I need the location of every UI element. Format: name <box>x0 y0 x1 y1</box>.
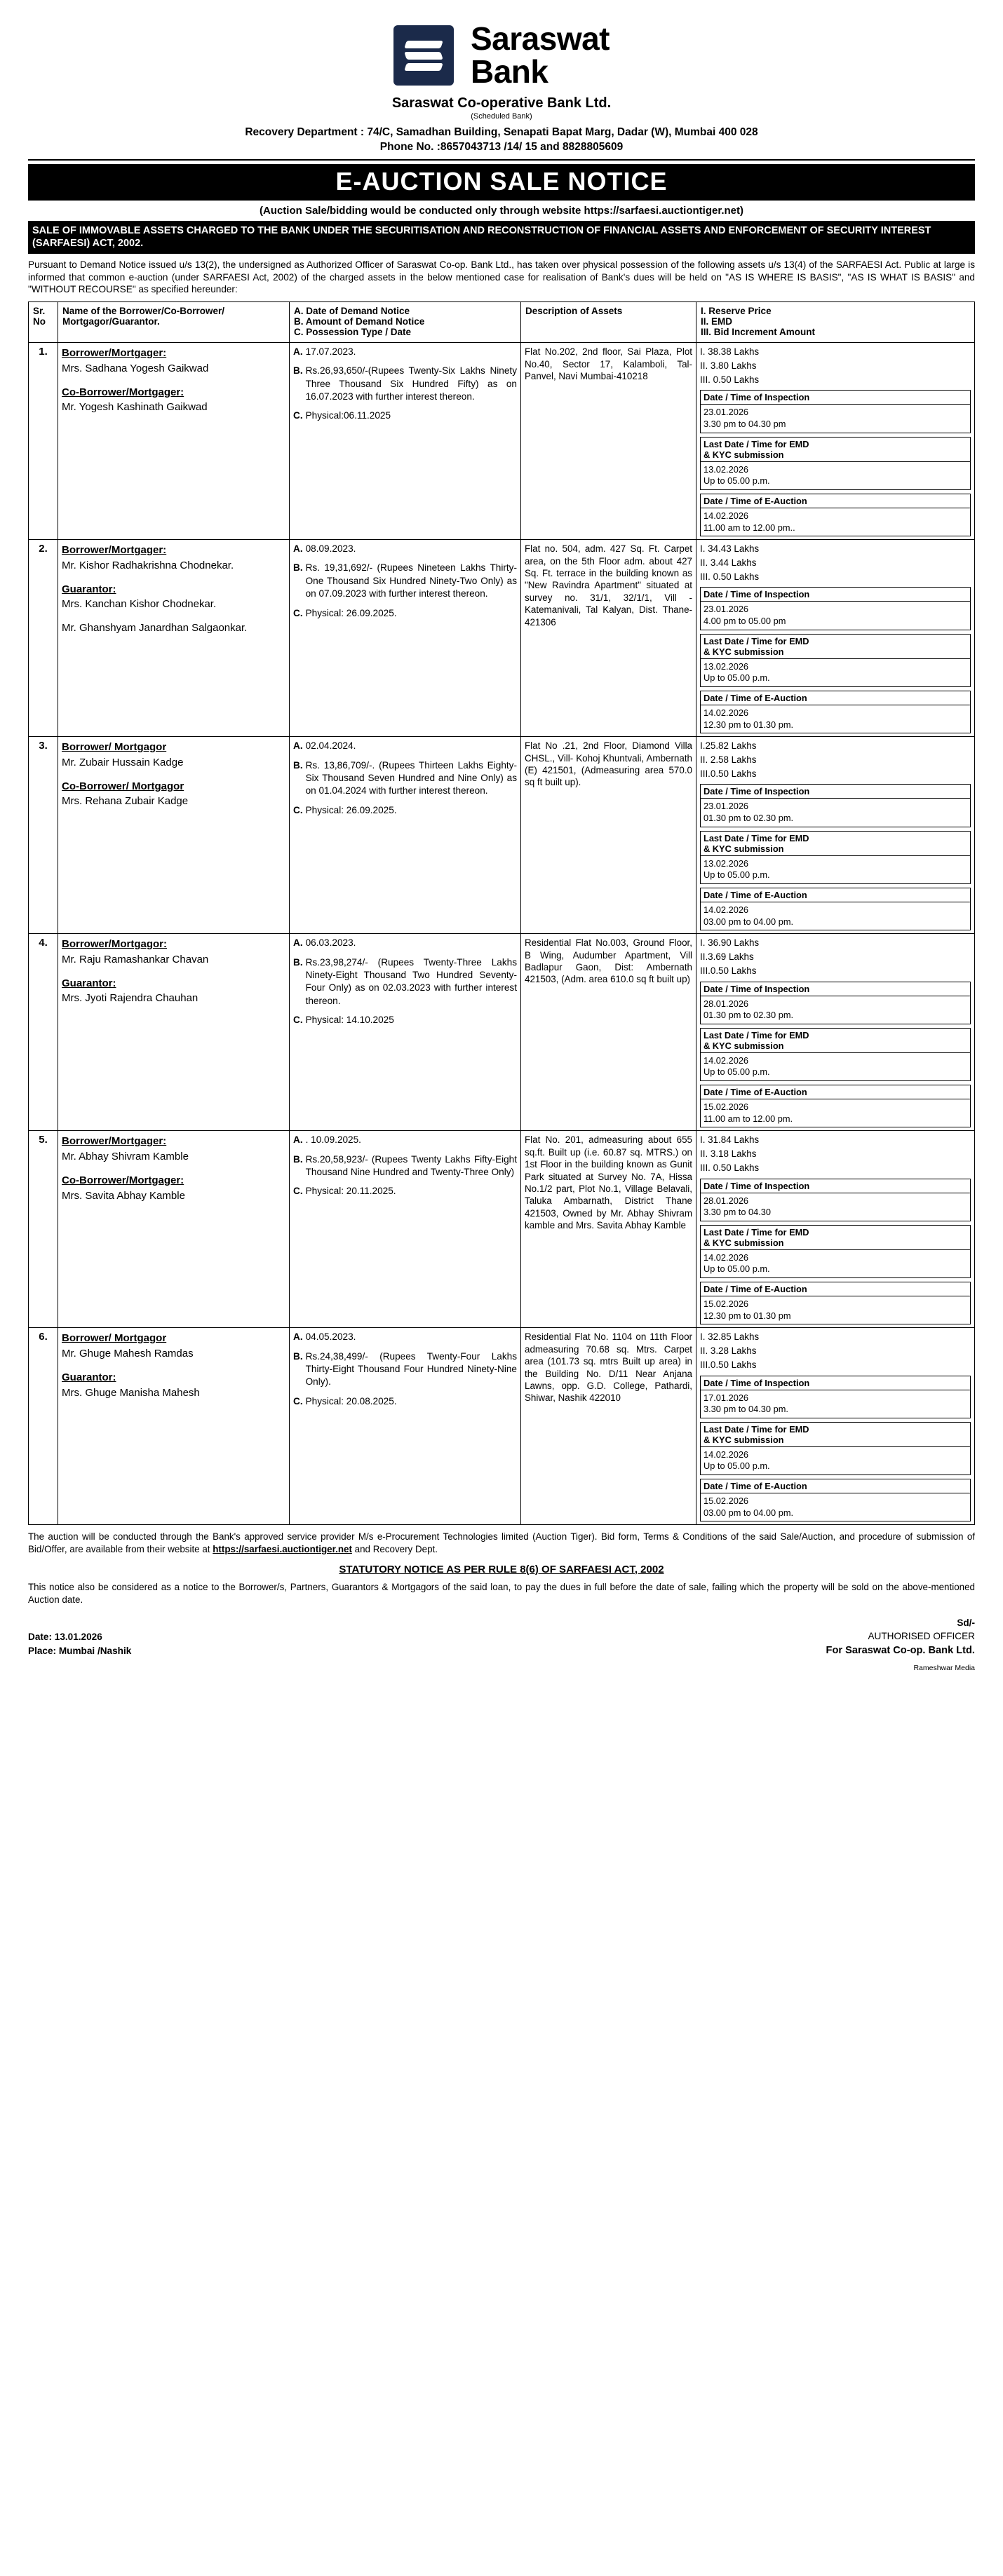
eauction-title: Date / Time of E-Auction <box>701 1479 970 1493</box>
emd-kyc-box <box>700 1225 971 1278</box>
auction-tiger-link[interactable]: https://sarfaesi.auctiontiger.net <box>213 1544 352 1555</box>
inspection-title: Date / Time of Inspection <box>701 588 970 602</box>
eauction-box <box>700 494 971 536</box>
possession-type-date: Physical: 20.08.2025. <box>305 1395 397 1406</box>
row-serial: 2. <box>29 540 58 737</box>
table-row <box>29 1131 975 1328</box>
demand-notice-date: . 10.09.2025. <box>305 1134 361 1146</box>
borrower-label: Borrower/Mortgager: <box>62 347 167 360</box>
emd-kyc-body: 13.02.2026 Up to 05.00 p.m. <box>704 857 770 881</box>
emd-kyc-box <box>700 831 971 884</box>
bank-name-line1: Saraswat <box>470 20 610 57</box>
row-price-cell <box>696 540 975 737</box>
phone-number: Phone No. :8657043713 /14/ 15 and 8828805609 <box>379 140 624 153</box>
emd-kyc-body: 13.02.2026 Up to 05.00 p.m. <box>704 463 770 487</box>
secondary-party-name: Mrs. Jyoti Rajendra Chauhan <box>62 992 198 1005</box>
emd-kyc-body: 14.02.2026 Up to 05.00 p.m. <box>704 1252 770 1275</box>
row-price-cell <box>696 1131 975 1328</box>
row-serial: 5. <box>29 1131 58 1328</box>
row-serial: 6. <box>29 1328 58 1525</box>
possession-type-date: Physical: 14.10.2025 <box>305 1014 394 1025</box>
inspection-body: 23.01.2026 01.30 pm to 02.30 pm. <box>704 801 794 824</box>
inspection-body: 23.01.2026 4.00 pm to 05.00 pm <box>704 604 786 627</box>
borrower-label: Borrower/Mortgager: <box>62 1135 167 1148</box>
inspection-box <box>700 784 971 827</box>
authorised-officer-block <box>826 1616 975 1659</box>
col-header-price: I. Reserve Price II. EMD III. Bid Increment Amount <box>696 302 975 343</box>
bank-name-block <box>471 22 610 88</box>
inspection-title: Date / Time of Inspection <box>701 391 970 405</box>
table-row <box>29 540 975 737</box>
row-price-cell <box>696 934 975 1131</box>
secondary-party-name: Mr. Yogesh Kashinath Gaikwad <box>62 401 208 414</box>
media-credit: Rameshwar Media <box>913 1664 975 1673</box>
emd-amount: II. 3.18 Lakhs <box>700 1148 757 1160</box>
eauction-box <box>700 1479 971 1521</box>
date-place-block <box>28 1630 131 1659</box>
notice-b-tag: B. <box>293 759 303 771</box>
bank-full-name: Saraswat Co-operative Bank Ltd. <box>391 95 612 111</box>
emd-amount: II. 3.28 Lakhs <box>700 1345 757 1357</box>
notice-b-tag: B. <box>293 365 303 377</box>
table-row <box>29 737 975 934</box>
emd-kyc-title: Last Date / Time for EMD & KYC submission <box>701 438 970 462</box>
inspection-box <box>700 1376 971 1418</box>
emd-kyc-body: 13.02.2026 Up to 05.00 p.m. <box>704 660 770 684</box>
emd-kyc-box <box>700 634 971 687</box>
emd-kyc-body: 14.02.2026 Up to 05.00 p.m. <box>704 1055 770 1078</box>
inspection-title: Date / Time of Inspection <box>701 785 970 799</box>
inspection-title: Date / Time of Inspection <box>701 1376 970 1390</box>
eauction-title: Date / Time of E-Auction <box>701 691 970 705</box>
reserve-price: I. 34.43 Lakhs <box>700 543 760 555</box>
inspection-body: 17.01.2026 3.30 pm to 04.30 pm. <box>704 1392 788 1415</box>
possession-type-date: Physical:06.11.2025 <box>305 410 391 421</box>
borrower-label: Borrower/Mortgager: <box>62 544 167 557</box>
demand-notice-date: 08.09.2023. <box>305 543 356 555</box>
row-notice-cell <box>290 343 521 540</box>
emd-kyc-box <box>700 437 971 490</box>
notice-c-tag: C. <box>293 804 303 815</box>
eauction-box <box>700 1282 971 1324</box>
possession-type-date: Physical: 26.09.2025. <box>305 607 397 618</box>
row-serial: 1. <box>29 343 58 540</box>
saraswat-bank-logo-icon <box>393 25 454 86</box>
col-header-notice: A. Date of Demand Notice B. Amount of Demand Notice C. Possession Type / Date <box>290 302 521 343</box>
inspection-body: 28.01.2026 01.30 pm to 02.30 pm. <box>704 998 794 1021</box>
notice-c-tag: C. <box>293 1014 303 1025</box>
eauction-body: 14.02.2026 03.00 pm to 04.00 pm. <box>704 904 794 927</box>
signature-block <box>28 1616 975 1659</box>
reserve-price: I. 38.38 Lakhs <box>700 346 760 358</box>
reserve-price: I. 36.90 Lakhs <box>700 937 760 949</box>
secondary-party-name: Mrs. Savita Abhay Kamble <box>62 1189 185 1202</box>
secondary-party-name: Mrs. Kanchan Kishor Chodnekar. <box>62 598 217 611</box>
row-borrower-cell <box>58 1328 290 1525</box>
notice-a-tag: A. <box>293 1134 303 1146</box>
eauction-box <box>700 691 971 733</box>
recovery-department-address: Recovery Department : 74/C, Samadhan Building, Senapati Bapat Marg, Dadar (W), Mumbai 400 028 <box>245 126 758 138</box>
emd-amount: II.3.69 Lakhs <box>700 951 754 962</box>
notice-b-tag: B. <box>293 1350 303 1362</box>
page-title: E-AUCTION SALE NOTICE <box>28 164 975 201</box>
eauction-box <box>700 1085 971 1127</box>
notice-b-tag: B. <box>293 562 303 574</box>
demand-notice-amount: Rs. 19,31,692/- (Rupees Nineteen Lakhs Thirty-One Thousand Six Hundred Ninety-Two Only) as on 07.09.2023 with further interest thereon. <box>305 562 517 599</box>
notice-a-tag: A. <box>293 1331 303 1343</box>
emd-amount: II. 2.58 Lakhs <box>700 754 757 765</box>
notice-a-tag: A. <box>293 346 303 358</box>
secondary-party-label: Guarantor: <box>62 1371 116 1383</box>
scheduled-bank-label: (Scheduled Bank) <box>471 111 532 121</box>
bid-increment: III.0.50 Lakhs <box>700 768 757 779</box>
statutory-notice-heading: STATUTORY NOTICE AS PER RULE 8(6) OF SARFAESI ACT, 2002 <box>339 1563 664 1575</box>
table-body <box>29 343 975 1525</box>
secondary-party-label: Co-Borrower/ Mortgagor <box>62 780 184 792</box>
row-asset-description: Residential Flat No.003, Ground Floor, B Wing, Audumber Apartment, Vill Badlapur Gaon, Dist: Ambernath 421503, (Adm. area 610.0 sq ft built up) <box>521 934 696 1131</box>
header-divider <box>28 159 975 161</box>
demand-notice-amount: Rs.23,98,274/- (Rupees Twenty-Three Lakhs Ninety-Eight Thousand Two Hundred Seventy-Four Only) as on 02.03.2023 with further interest thereon. <box>305 956 517 1006</box>
eauction-box <box>700 888 971 930</box>
possession-type-date: Physical: 26.09.2025. <box>305 804 397 815</box>
eauction-body: 14.02.2026 12.30 pm to 01.30 pm. <box>704 707 794 730</box>
bid-increment: III.0.50 Lakhs <box>700 1359 757 1370</box>
row-asset-description: Flat No .21, 2nd Floor, Diamond Villa CHSL., Vill- Kohoj Khuntvali, Ambernath (E) 421501, (Admeasuring area 570.0 sq ft built up). <box>521 737 696 934</box>
reserve-price: I. 31.84 Lakhs <box>700 1134 760 1146</box>
table-row <box>29 1328 975 1525</box>
secondary-party-label: Co-Borrower/Mortgager: <box>62 386 184 398</box>
borrower-name: Mrs. Sadhana Yogesh Gaikwad <box>62 362 209 374</box>
auction-subtitle: (Auction Sale/bidding would be conducted only through website https://sarfaesi.auctiontiger.net) <box>259 204 744 217</box>
notice-c-tag: C. <box>293 1395 303 1406</box>
emd-kyc-title: Last Date / Time for EMD & KYC submission <box>701 1226 970 1250</box>
row-serial: 3. <box>29 737 58 934</box>
col-header-sr: Sr. No <box>29 302 58 343</box>
emd-kyc-title: Last Date / Time for EMD & KYC submission <box>701 635 970 659</box>
inspection-title: Date / Time of Inspection <box>701 1179 970 1193</box>
footer-text-a: The auction will be conducted through the Bank's approved service provider M/s e-Procurement Technologies limited (Auction Tiger). Bid form, Terms & Conditions of the said Sale/Auction, and procedure of submission of Bid/Offer, are available from their website at <box>28 1531 975 1555</box>
emd-kyc-body: 14.02.2026 Up to 05.00 p.m. <box>704 1449 770 1472</box>
table-row <box>29 343 975 540</box>
row-borrower-cell <box>58 1131 290 1328</box>
intro-paragraph: Pursuant to Demand Notice issued u/s 13(2), the undersigned as Authorized Officer of Saraswat Co-op. Bank Ltd., has taken over physical possession of the following assets u/s 13(4) of the SARFAESI Act. Public at large is informed that common e-auction (under SARFAESI Act, 2002) of the charged assets in the below mentioned case for realisation of Bank's dues will be held on "AS IS WHERE IS BASIS", "AS IS WHAT IS BASIS" and "WITHOUT RECOURSE" as specified hereunder: <box>28 259 975 295</box>
notice-a-tag: A. <box>293 740 303 752</box>
possession-type-date: Physical: 20.11.2025. <box>305 1186 396 1197</box>
secondary-party-name: Mrs. Rehana Zubair Kadge <box>62 795 189 808</box>
inspection-title: Date / Time of Inspection <box>701 982 970 996</box>
borrower-name: Mr. Ghuge Mahesh Ramdas <box>62 1348 194 1360</box>
row-asset-description: Flat No. 201, admeasuring about 655 sq.ft. Built up (i.e. 60.87 sq. MTRS.) on 1st Floor in the building known as Gunit Park situated at Survey No. 7A, Hissa No.1/2 part, Plot No.1, Village Belavali, Taluka Ambarnath, District Thane 421503, Owned by Mr. Abhay Shivram kamble and Mrs. Savita Abhay Kamble <box>521 1131 696 1328</box>
col-header-name: Name of the Borrower/Co-Borrower/ Mortgagor/Guarantor. <box>58 302 290 343</box>
demand-notice-date: 06.03.2023. <box>305 937 356 949</box>
row-borrower-cell <box>58 343 290 540</box>
inspection-box <box>700 390 971 433</box>
authorised-officer-label: AUTHORISED OFFICER <box>868 1631 975 1642</box>
inspection-box <box>700 587 971 630</box>
row-notice-cell <box>290 737 521 934</box>
secondary-party-label: Guarantor: <box>62 977 116 989</box>
bid-increment: III. 0.50 Lakhs <box>700 374 760 385</box>
secondary-party-label: Co-Borrower/Mortgager: <box>62 1174 184 1186</box>
borrower-label: Borrower/Mortgagor: <box>62 938 167 951</box>
emd-kyc-title: Last Date / Time for EMD & KYC submission <box>701 832 970 856</box>
secondary-party-name: Mrs. Ghuge Manisha Mahesh <box>62 1386 200 1399</box>
table-row <box>29 934 975 1131</box>
demand-notice-amount: Rs.24,38,499/- (Rupees Twenty-Four Lakhs Thirty-Eight Thousand Four Hundred Ninety-Nine Only). <box>305 1350 517 1388</box>
demand-notice-amount: Rs. 13,86,709/-. (Rupees Thirteen Lakhs Eighty-Six Thousand Seven Hundred and Nine Only) as on 01.04.2024 with further interest thereon. <box>305 759 517 796</box>
for-bank-label: For Saraswat Co-op. Bank Ltd. <box>826 1645 975 1657</box>
eauction-body: 15.02.2026 12.30 pm to 01.30 pm <box>704 1299 791 1321</box>
bid-increment: III. 0.50 Lakhs <box>700 1162 760 1173</box>
notice-c-tag: C. <box>293 1186 303 1197</box>
borrower-name: Mr. Abhay Shivram Kamble <box>62 1151 189 1163</box>
table-header-row <box>29 302 975 343</box>
eauction-body: 15.02.2026 11.00 am to 12.00 pm. <box>704 1101 793 1124</box>
inspection-box <box>700 982 971 1024</box>
notice-a-tag: A. <box>293 937 303 949</box>
borrower-name: Mr. Zubair Hussain Kadge <box>62 756 184 768</box>
eauction-title: Date / Time of E-Auction <box>701 888 970 902</box>
row-borrower-cell <box>58 737 290 934</box>
signature-sd: Sd/- <box>957 1617 975 1628</box>
notice-date: Date: 13.01.2026 <box>28 1631 102 1642</box>
demand-notice-date: 02.04.2024. <box>305 740 356 752</box>
sale-band: SALE OF IMMOVABLE ASSETS CHARGED TO THE BANK UNDER THE SECURITISATION AND RECONSTRUCTION OF FINANCIAL ASSETS AND ENFORCEMENT OF SECURITY INTEREST (SARFAESI) ACT, 2002. <box>28 221 975 254</box>
emd-kyc-title: Last Date / Time for EMD & KYC submission <box>701 1423 970 1447</box>
eauction-title: Date / Time of E-Auction <box>701 494 970 508</box>
notice-b-tag: B. <box>293 956 303 968</box>
emd-kyc-title: Last Date / Time for EMD & KYC submission <box>701 1029 970 1053</box>
footer-paragraph-2: This notice also be considered as a notice to the Borrower/s, Partners, Guarantors & Mortgagors of the said loan, to pay the dues in full before the date of sale, failing which the property will be sold on the above-mentioned Auction date. <box>28 1581 975 1605</box>
bid-increment: III.0.50 Lakhs <box>700 965 757 976</box>
row-price-cell <box>696 737 975 934</box>
reserve-price: I. 32.85 Lakhs <box>700 1331 760 1343</box>
auction-table <box>28 301 975 1525</box>
borrower-label: Borrower/ Mortgagor <box>62 741 167 754</box>
notice-a-tag: A. <box>293 543 303 555</box>
demand-notice-date: 04.05.2023. <box>305 1331 356 1343</box>
demand-notice-amount: Rs.20,58,923/- (Rupees Twenty Lakhs Fifty-Eight Thousand Nine Hundred and Twenty-Three Only) <box>305 1153 517 1177</box>
row-price-cell <box>696 343 975 540</box>
notice-place: Place: Mumbai /Nashik <box>28 1645 132 1656</box>
row-notice-cell <box>290 1328 521 1525</box>
borrower-name: Mr. Raju Ramashankar Chavan <box>62 953 209 965</box>
secondary-party-label: Guarantor: <box>62 583 116 595</box>
notice-c-tag: C. <box>293 410 303 421</box>
borrower-label: Borrower/ Mortgagor <box>62 1332 167 1345</box>
notice-c-tag: C. <box>293 607 303 618</box>
row-notice-cell <box>290 1131 521 1328</box>
col-header-description: Description of Assets <box>521 302 696 343</box>
demand-notice-date: 17.07.2023. <box>305 346 356 358</box>
demand-notice-amount: Rs.26,93,650/-(Rupees Twenty-Six Lakhs Ninety Three Thousand Six Hundred Fifty) as on 16.07.2023 with further interest thereon. <box>305 365 517 402</box>
bank-header <box>28 18 975 90</box>
eauction-body: 14.02.2026 11.00 am to 12.00 pm.. <box>704 510 795 533</box>
bid-increment: III. 0.50 Lakhs <box>700 571 760 582</box>
tertiary-party-name: Mr. Ghanshyam Janardhan Salgaonkar. <box>62 622 248 635</box>
row-asset-description: Residential Flat No. 1104 on 11th Floor admeasuring 70.68 sq. Mtrs. Carpet area (101.73 sq. mtrs Built up area) in the Building No. D/11 Near Anjana Lawns, opp. G.D. College, Pathardi, Shiwar, Nashik 422010 <box>521 1328 696 1525</box>
row-price-cell <box>696 1328 975 1525</box>
row-asset-description: Flat No.202, 2nd floor, Sai Plaza, Plot No.40, Sector 17, Kalamboli, Tal- Panvel, Navi Mumbai-410218 <box>521 343 696 540</box>
bank-name-line2: Bank <box>470 53 548 90</box>
row-borrower-cell <box>58 540 290 737</box>
borrower-name: Mr. Kishor Radhakrishna Chodnekar. <box>62 559 234 571</box>
row-notice-cell <box>290 934 521 1131</box>
eauction-title: Date / Time of E-Auction <box>701 1085 970 1099</box>
notice-sheet <box>28 0 975 1679</box>
eauction-body: 15.02.2026 03.00 pm to 04.00 pm. <box>704 1496 794 1518</box>
inspection-box <box>700 1179 971 1221</box>
inspection-body: 28.01.2026 3.30 pm to 04.30 <box>704 1195 772 1218</box>
footer-paragraph-1 <box>28 1531 975 1556</box>
row-notice-cell <box>290 540 521 737</box>
eauction-title: Date / Time of E-Auction <box>701 1282 970 1296</box>
notice-b-tag: B. <box>293 1153 303 1165</box>
emd-amount: II. 3.44 Lakhs <box>700 557 757 568</box>
row-asset-description: Flat no. 504, adm. 427 Sq. Ft. Carpet area, on the 5th Floor adm. about 427 Sq. Ft. terrace in the building known as "New Ravindra Apartment" situated at survey no. 31/1, 32/1/1, Vill - Katemanivali, Tal Kalyan, Dist. Thane- 421306 <box>521 540 696 737</box>
emd-kyc-box <box>700 1028 971 1081</box>
footer-text-b: and Recovery Dept. <box>351 1544 438 1555</box>
reserve-price: I.25.82 Lakhs <box>700 740 757 752</box>
row-borrower-cell <box>58 934 290 1131</box>
row-serial: 4. <box>29 934 58 1131</box>
emd-amount: II. 3.80 Lakhs <box>700 360 757 371</box>
inspection-body: 23.01.2026 3.30 pm to 04.30 pm <box>704 407 786 429</box>
emd-kyc-box <box>700 1422 971 1475</box>
